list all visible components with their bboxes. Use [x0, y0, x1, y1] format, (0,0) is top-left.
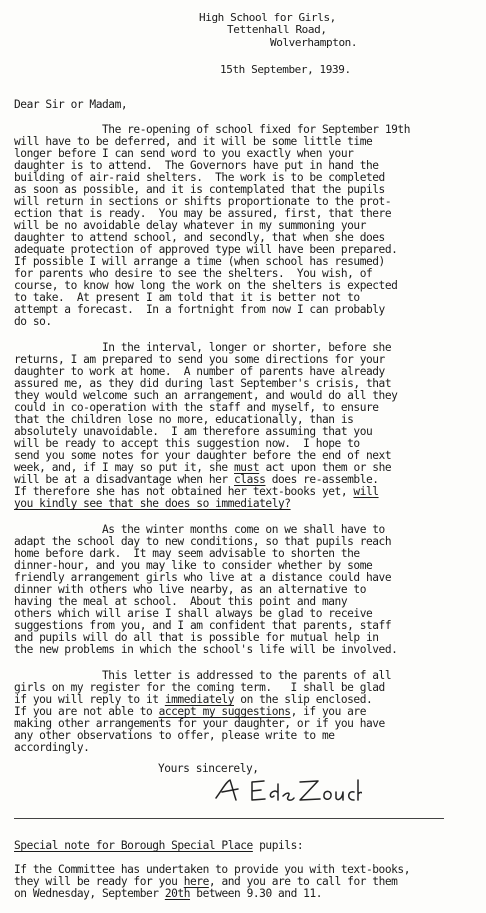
- para2-line-kindly: you kindly see that she does so immediately?: [14, 497, 291, 510]
- para2-line: returns, I am prepared to send you some directions for your: [14, 353, 385, 366]
- salutation: Dear Sir or Madam,: [14, 98, 128, 111]
- para1-line: If possible I will arrange a time (when school has resumed): [14, 255, 385, 268]
- special-note-heading: [14, 840, 303, 852]
- para3-line: dinner-hour, and you may like to consider whether by some: [14, 559, 373, 572]
- underlined-must: must: [234, 461, 260, 474]
- divider-rule: [14, 818, 444, 819]
- text-run: act upon them or she: [259, 461, 392, 474]
- text-run: they will be ready for you: [14, 875, 184, 888]
- para1-line: adequate protection of approved type will have been prepared.: [14, 243, 398, 256]
- text-run: if you will reply to it: [14, 693, 165, 706]
- para1-line: to take. At present I am told that it is better not to: [14, 291, 360, 304]
- para3-line: dinner with others who live nearby, as an alternative to: [14, 583, 366, 596]
- address-school: High School for Girls,: [199, 11, 336, 24]
- para4-line: making other arrangements for your daughter, or if you have: [14, 717, 385, 730]
- text-run: does re-assemble.: [265, 473, 379, 486]
- text-run: will be at a disadvantage when her: [14, 473, 234, 486]
- para3-line: and pupils will do all that is possible for mutual help in: [14, 631, 379, 644]
- address-town: Wolverhampton.: [270, 36, 358, 49]
- para2-line: send you some notes for your daughter before the end of next: [14, 449, 392, 462]
- underlined-will: will: [353, 485, 379, 498]
- para1-line: longer before I can send word to you exactly when your: [14, 147, 354, 160]
- underlined-20th: 20th: [164, 887, 191, 900]
- text-run: , if you are: [290, 705, 367, 718]
- address-road: Tettenhall Road,: [227, 23, 327, 36]
- para2-line: could in co-operation with the staff and myself, to ensure: [14, 401, 379, 414]
- para1-line: daughter to attend school, and secondly, that when she does: [14, 231, 385, 244]
- para1-line: The re-opening of school fixed for September 19th: [102, 123, 410, 136]
- text-run: week, and, if I may so put it, she: [14, 461, 234, 474]
- para2-line: they would welcome such an arrangement, and would do all they: [14, 389, 398, 402]
- para2-line: assured me, as they did during last September's crisis, that: [14, 377, 392, 390]
- text-run: on the slip enclosed.: [234, 693, 373, 706]
- para1-line: ection that is ready. You may be assured, first, that there: [14, 207, 392, 220]
- para4-line: any other observations to offer, please write to me: [14, 729, 335, 742]
- para1-line: course, to know how long the work on the shelters is expected: [14, 279, 398, 292]
- para1-line: for parents who desire to see the shelters. You wish, of: [14, 267, 373, 280]
- underlined-here: here: [183, 875, 209, 888]
- underlined-immediately: immediately: [164, 693, 234, 706]
- para3-line: the new problems in which the school's life will be involved.: [14, 643, 398, 656]
- text-run: If you are not able to: [14, 705, 159, 718]
- para1-line: will have to be deferred, and it will be some little time: [14, 135, 373, 148]
- para1-line: as soon as possible, and it is contemplated that the pupils: [14, 183, 385, 196]
- text-run: If therefore she has not obtained her text-books yet,: [14, 485, 354, 498]
- underlined-accept: accept my suggestions: [158, 705, 291, 718]
- para1-line: do so.: [14, 315, 52, 328]
- para4-line: This letter is addressed to the parents of all: [102, 669, 392, 682]
- para1-line: will return in sections or shifts proportionate to the prot-: [14, 195, 392, 208]
- para2-line: will be ready to accept this suggestion now. I hope to: [14, 437, 360, 450]
- letter-date: 15th September, 1939.: [220, 63, 351, 76]
- text-run: pupils:: [252, 839, 304, 852]
- para1-line: attempt a forecast. In a fortnight from now I can probably: [14, 303, 385, 316]
- para4-line: accordingly.: [14, 741, 90, 754]
- special-note-heading-underlined: Special note for Borough Special Place: [14, 839, 253, 852]
- para3-line: suggestions from you, and I am confident that parents, staff: [14, 619, 392, 632]
- para1-line: will be no avoidable delay whatever in my summoning your: [14, 219, 366, 232]
- para3-line: adapt the school day to new conditions, so that pupils reach: [14, 535, 392, 548]
- special-note-line: If the Committee has undertaken to provide you with text-books,: [14, 863, 410, 876]
- para2-line: absolutely unavoidable. I am therefore assuming that you: [14, 425, 373, 438]
- para3-line: others which will arise I shall always be glad to receive: [14, 607, 373, 620]
- text-run: on Wednesday, September: [14, 887, 165, 900]
- para1-line: daughter is to attend. The Governors have put in hand the: [14, 159, 379, 172]
- para3-line: having the meal at school. About this point and many: [14, 595, 348, 608]
- underlined-class: class: [234, 473, 266, 486]
- para2-line: that the children lose no more, educationally, than is: [14, 413, 354, 426]
- handwritten-signature: [212, 770, 362, 808]
- text-run: between 9.30 and 11.: [190, 887, 323, 900]
- para3-line: As the winter months come on we shall have to: [102, 523, 385, 536]
- para4-line: girls on my register for the coming term. I shall be glad: [14, 681, 385, 694]
- special-note-line: [14, 888, 322, 900]
- para2-line: daughter to work at home. A number of parents have already: [14, 365, 385, 378]
- para3-line: home before dark. It may seem advisable to shorten the: [14, 547, 360, 560]
- text-run: , and you are to call for them: [208, 875, 398, 888]
- para3-line: friendly arrangement girls who live at a distance could have: [14, 571, 392, 584]
- para2-line: In the interval, longer or shorter, before she: [102, 341, 392, 354]
- para1-line: building of air-raid shelters. The work is to be completed: [14, 171, 385, 184]
- closing: Yours sincerely,: [158, 762, 259, 775]
